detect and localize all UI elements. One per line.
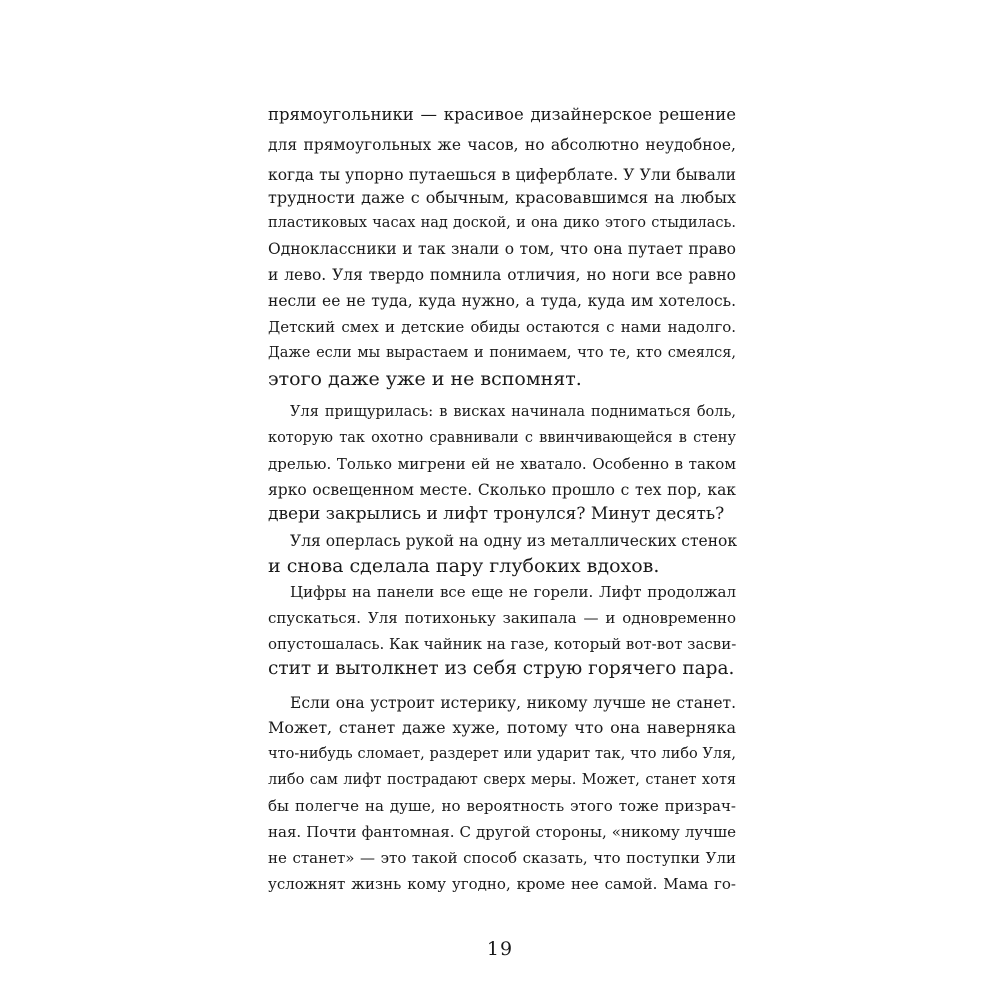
text-line: Уля оперлась рукой на одну из металлических стенок bbox=[290, 532, 738, 550]
page-number: 19 bbox=[486, 938, 514, 960]
text-line: ная. Почти фантомная. С другой стороны, «никому лучше bbox=[268, 823, 736, 841]
text-line: когда ты упорно путаешься в циферблате. У Ули бывали bbox=[268, 166, 736, 184]
text-line: и снова сделала пару глубоких вдохов. bbox=[268, 555, 660, 577]
text-line: этого даже уже и не вспомнят. bbox=[268, 368, 582, 390]
text-line: Если она устроит истерику, никому лучше не станет. bbox=[290, 694, 736, 712]
text-line: Может, станет даже хуже, потому что она наверняка bbox=[268, 718, 736, 737]
text-line: Одноклассники и так знали о том, что она путает право bbox=[268, 240, 736, 258]
text-line: спускаться. Уля потихоньку закипала — и одновременно bbox=[268, 609, 736, 627]
text-line: прямоугольники — красивое дизайнерское решение bbox=[268, 105, 736, 124]
text-line: несли ее не туда, куда нужно, а туда, куда им хотелось. bbox=[268, 292, 736, 310]
text-line: ярко освещенном месте. Сколько прошло с тех пор, как bbox=[268, 481, 736, 499]
text-line: либо сам лифт пострадают сверх меры. Может, станет хотя bbox=[268, 772, 736, 788]
text-line: дрелью. Только мигрени ей не хватало. Особенно в таком bbox=[268, 455, 736, 473]
text-line: для прямоугольных же часов, но абсолютно неудобное, bbox=[268, 136, 736, 154]
text-line: трудности даже с обычным, красовавшимся на любых bbox=[268, 188, 736, 207]
text-line: Цифры на панели все еще не горели. Лифт продолжал bbox=[290, 583, 736, 601]
text-line: усложнят жизнь кому угодно, кроме нее самой. Мама го- bbox=[268, 875, 736, 893]
text-line: Даже если мы вырастаем и понимаем, что те, кто смеялся, bbox=[268, 345, 736, 361]
text-line: которую так охотно сравнивали с ввинчивающейся в стену bbox=[268, 430, 736, 446]
text-line: не станет» — это такой способ сказать, что поступки Ули bbox=[268, 849, 736, 867]
text-line: стит и вытолкнет из себя струю горячего пара. bbox=[268, 658, 735, 679]
text-line: пластиковых часах над доской, и она дико этого стыдилась. bbox=[268, 215, 736, 231]
text-line: бы полегче на душе, но вероятность этого тоже призрач- bbox=[268, 797, 736, 815]
text-line: Уля прищурилась: в висках начинала подниматься боль, bbox=[290, 404, 736, 420]
text-line: что-нибудь сломает, раздерет или ударит так, что либо Уля, bbox=[268, 746, 736, 762]
text-line: двери закрылись и лифт тронулся? Минут десять? bbox=[268, 504, 725, 524]
text-line: и лево. Уля твердо помнила отличия, но ноги все равно bbox=[268, 266, 736, 284]
text-line: опустошалась. Как чайник на газе, который вот-вот засви- bbox=[268, 635, 737, 653]
text-line: Детский смех и детские обиды остаются с нами надолго. bbox=[268, 318, 736, 336]
